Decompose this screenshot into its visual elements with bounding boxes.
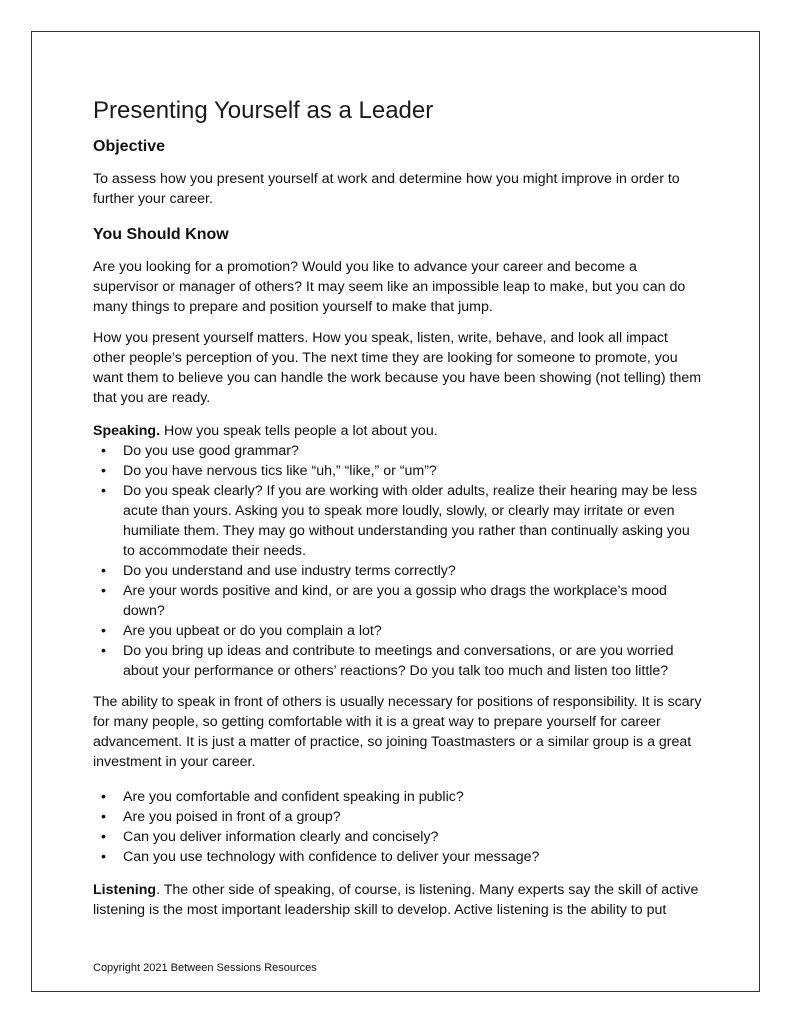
speaking-intro	[93, 421, 703, 441]
speaking-list	[93, 441, 703, 681]
list-item: • Are you poised in front of a group?	[93, 807, 703, 827]
document-body	[93, 96, 703, 931]
should-know-heading: You Should Know	[93, 226, 229, 243]
list-item: • Do you have nervous tics like “uh,” “like,” or “um”?	[93, 461, 703, 481]
list-item: • Are you comfortable and confident speaking in public?	[93, 787, 703, 807]
should-know-paragraph-2: How you present yourself matters. How you speak, listen, write, behave, and look all impact other people’s perception of you. The next time they are looking for someone to promote, you want them to believe you can handle the work because you have been showing (not telling) them that you are ready.	[93, 330, 702, 406]
speaking-intro-text: How you speak tells people a lot about you.	[160, 423, 438, 439]
public-speaking-list	[93, 787, 703, 867]
list-item: • Do you use good grammar?	[93, 441, 703, 461]
list-item: • Do you bring up ideas and contribute to meetings and conversations, or are you worried about your performance or others’ reactions? Do you talk too much and listen too little?	[93, 641, 703, 681]
speaking-label: Speaking.	[93, 423, 161, 439]
list-item: • Do you understand and use industry terms correctly?	[93, 561, 703, 581]
public-speaking-paragraph: The ability to speak in front of others is usually necessary for positions of responsibility. It is scary for many people, so getting comfortable with it is a great way to prepare yourself for career advancement. It is just a matter of practice, so joining Toastmasters or a similar group is a great investment in your career.	[93, 694, 702, 770]
should-know-paragraph-1: Are you looking for a promotion? Would you like to advance your career and become a supervisor or manager of others? It may seem like an impossible leap to make, but you can do many things to prepare and position yourself to make that jump.	[93, 259, 686, 315]
list-item: • Are your words positive and kind, or are you a gossip who drags the workplace’s mood down?	[93, 581, 703, 621]
copyright-footer: Copyright 2021 Between Sessions Resources	[93, 962, 317, 974]
objective-heading: Objective	[93, 138, 166, 155]
list-item: • Are you upbeat or do you complain a lot?	[93, 621, 703, 641]
objective-text: To assess how you present yourself at work and determine how you might improve in order to further your career.	[93, 171, 680, 207]
listening-paragraph	[93, 880, 703, 920]
listening-label: Listening	[93, 882, 157, 898]
listening-text: . The other side of speaking, of course, is listening. Many experts say the skill of active listening is the most important leadership skill to develop. Active listening is the ability to put	[93, 882, 699, 918]
page-title: Presenting Yourself as a Leader	[93, 97, 434, 124]
list-item: • Do you speak clearly? If you are working with older adults, realize their hearing may be less acute than yours. Asking you to speak more loudly, slowly, or clearly may irritate or even humiliate them. They may go without understanding you rather than continually asking you to accommodate their needs.	[93, 481, 703, 561]
list-item: • Can you deliver information clearly and concisely?	[93, 827, 703, 847]
list-item: • Can you use technology with confidence to deliver your message?	[93, 847, 703, 867]
